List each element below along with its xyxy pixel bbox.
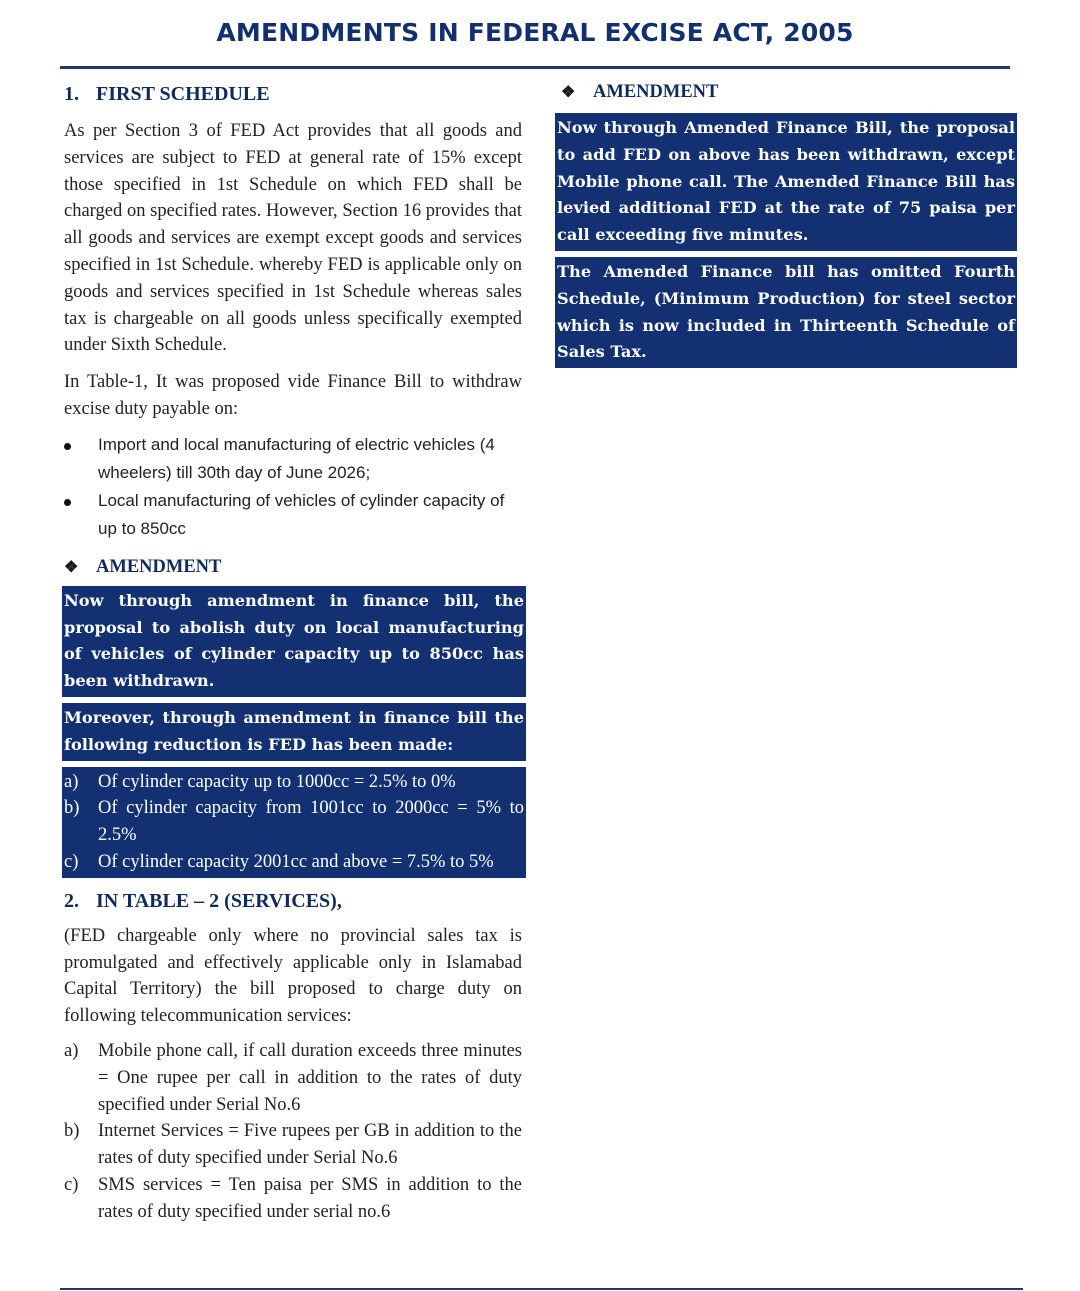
section-1-title: FIRST SCHEDULE bbox=[96, 83, 270, 105]
section-1-paragraph-1: As per Section 3 of FED Act provides that all goods and services are subject to FED at general rate of 15% except those specified in 1st Schedule on which FED shall be charged on specified rates. However, Section 16 provides that all goods and services are exempt except goods and services specified in 1st Schedule. whereby FED is applicable only on goods and services specified in 1st Schedule whereas sales tax is chargeable on all goods unless specifically exempted under Sixth Schedule. bbox=[64, 121, 522, 356]
list-item: b) Internet Services = Five rupees per GB in addition to the rates of duty specified under Serial No.6 bbox=[64, 1121, 522, 1169]
list-item: Local manufacturing of vehicles of cylinder capacity of up to 850cc bbox=[64, 487, 522, 543]
amendment-heading-right: ❖ AMENDMENT bbox=[561, 82, 719, 102]
section-2-heading bbox=[64, 890, 522, 913]
section-2-list bbox=[64, 1038, 522, 1226]
left-column bbox=[64, 80, 522, 1226]
list-item: Import and local manufacturing of electric vehicles (4 wheelers) till 30th day of June 2026; bbox=[64, 431, 522, 487]
diamond-icon: ❖ bbox=[64, 558, 79, 576]
page-title: AMENDMENTS IN FEDERAL EXCISE ACT, 2005 bbox=[216, 18, 854, 47]
amendment-box-right-1: Now through Amended Finance Bill, the proposal to add FED on above has been withdrawn, except Mobile phone call. The Amended Finance Bill has levied additional FED at the rate of 75 paisa per call exceeding five minutes. bbox=[555, 113, 1017, 251]
bullet-icon bbox=[64, 443, 71, 450]
list-item: a) Of cylinder capacity up to 1000cc = 2.5% to 0% bbox=[64, 771, 456, 792]
list-item: b) Of cylinder capacity from 1001cc to 2000cc = 5% to 2.5% bbox=[64, 798, 524, 846]
section-1-paragraph-2: In Table-1, It was proposed vide Finance Bill to withdraw excise duty payable on: bbox=[64, 372, 522, 419]
section-2-paragraph: (FED chargeable only where no provincial sales tax is promulgated and effectively applicable only in Islamabad Capital Territory) the bill proposed to charge duty on following telecommunication services: bbox=[64, 925, 522, 1027]
amendment-heading-left: ❖ AMENDMENT bbox=[64, 556, 222, 577]
section-2-number: 2. bbox=[64, 889, 79, 912]
amendment-box-2: Moreover, through amendment in finance bill the following reduction is FED has been made: bbox=[62, 703, 526, 761]
list-item: c) Of cylinder capacity 2001cc and above = 7.5% to 5% bbox=[64, 851, 494, 872]
section-1-number: 1. bbox=[64, 83, 79, 105]
amendment-box-3 bbox=[62, 767, 526, 878]
amendment-box-right-2: The Amended Finance bill has omitted Fourth Schedule, (Minimum Production) for steel sector which is now included in Thirteenth Schedule of Sales Tax. bbox=[555, 257, 1017, 368]
list-item: c) SMS services = Ten paisa per SMS in addition to the rates of duty specified under serial no.6 bbox=[64, 1174, 522, 1222]
list-item: a) Mobile phone call, if call duration exceeds three minutes = One rupee per call in addition to the rates of duty specified under Serial No.6 bbox=[64, 1040, 522, 1115]
right-column bbox=[555, 80, 1017, 368]
section-2-title: IN TABLE – 2 (SERVICES), bbox=[96, 889, 342, 912]
top-divider bbox=[60, 66, 1010, 69]
section-1-heading bbox=[64, 83, 522, 106]
bottom-divider bbox=[60, 1288, 1023, 1290]
amendment-box-1: Now through amendment in finance bill, the proposal to abolish duty on local manufacturing of vehicles of cylinder capacity up to 850cc has been withdrawn. bbox=[62, 586, 526, 697]
diamond-icon: ❖ bbox=[561, 84, 576, 101]
bullet-icon bbox=[64, 499, 71, 506]
section-1-bullet-list bbox=[64, 431, 522, 543]
